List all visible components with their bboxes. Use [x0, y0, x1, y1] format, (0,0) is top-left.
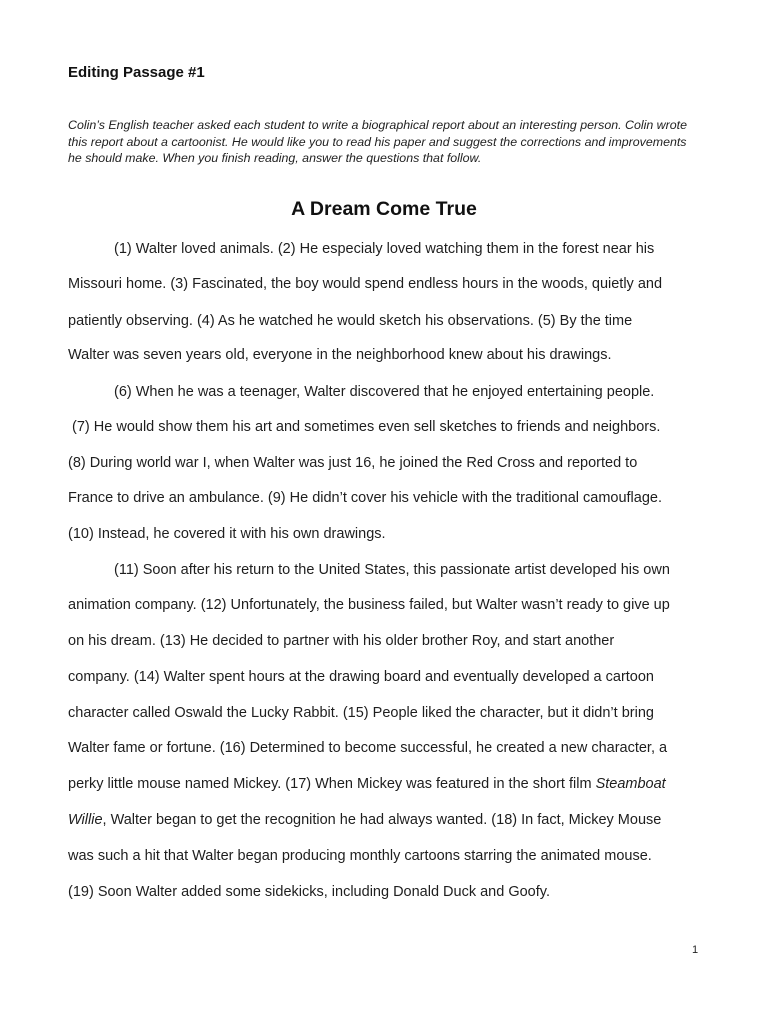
- story-line: was such a hit that Walter began producing monthly cartoons starring the animated mouse.: [68, 848, 652, 864]
- passage-heading: Editing Passage #1: [68, 64, 205, 81]
- intro-paragraph: Colin’s English teacher asked each student to write a biographical report about an interesting person. Colin wrote this report about a cartoonist. He would like you to read his paper and suggest the corrections and improvements he should make. When you finish reading, answer the questions that follow.: [68, 118, 687, 165]
- story-line: (7) He would show them his art and sometimes even sell sketches to friends and neighbors.: [68, 419, 661, 435]
- story-line: (1) Walter loved animals. (2) He especialy loved watching them in the forest near his: [114, 241, 655, 257]
- story-line: animation company. (12) Unfortunately, the business failed, but Walter wasn’t ready to give up: [68, 597, 670, 613]
- story-line: character called Oswald the Lucky Rabbit. (15) People liked the character, but it didn’t bring: [68, 705, 654, 721]
- story-title: A Dream Come True: [291, 198, 477, 220]
- story-line: (19) Soon Walter added some sidekicks, including Donald Duck and Goofy.: [68, 884, 550, 900]
- story-line: Walter was seven years old, everyone in the neighborhood knew about his drawings.: [68, 347, 612, 363]
- story-line: Missouri home. (3) Fascinated, the boy would spend endless hours in the woods, quietly and: [68, 276, 663, 292]
- story-line-text: perky little mouse named Mickey. (17) When Mickey was featured in the short film: [68, 776, 596, 792]
- film-title-italic: Steamboat: [595, 776, 666, 792]
- story-line: Walter fame or fortune. (16) Determined to become successful, he created a new character, a: [68, 740, 668, 756]
- story-line: (11) Soon after his return to the United States, this passionate artist developed his own: [114, 562, 670, 578]
- story-line: company. (14) Walter spent hours at the drawing board and eventually developed a cartoon: [68, 669, 654, 685]
- story-line: [68, 812, 661, 828]
- story-line: (8) During world war I, when Walter was just 16, he joined the Red Cross and reported to: [68, 455, 638, 471]
- film-title-italic: Willie: [68, 812, 103, 828]
- story-line: (10) Instead, he covered it with his own drawings.: [68, 526, 386, 542]
- story-line: patiently observing. (4) As he watched he would sketch his observations. (5) By the time: [68, 313, 633, 329]
- story-line: France to drive an ambulance. (9) He didn’t cover his vehicle with the traditional camouflage.: [68, 490, 662, 506]
- story-line: (6) When he was a teenager, Walter discovered that he enjoyed entertaining people.: [114, 384, 655, 400]
- story-line: on his dream. (13) He decided to partner with his older brother Roy, and start another: [68, 633, 615, 649]
- story-line-text: , Walter began to get the recognition he had always wanted. (18) In fact, Mickey Mouse: [102, 812, 662, 828]
- page-number: 1: [692, 944, 699, 956]
- story-line: [68, 776, 666, 792]
